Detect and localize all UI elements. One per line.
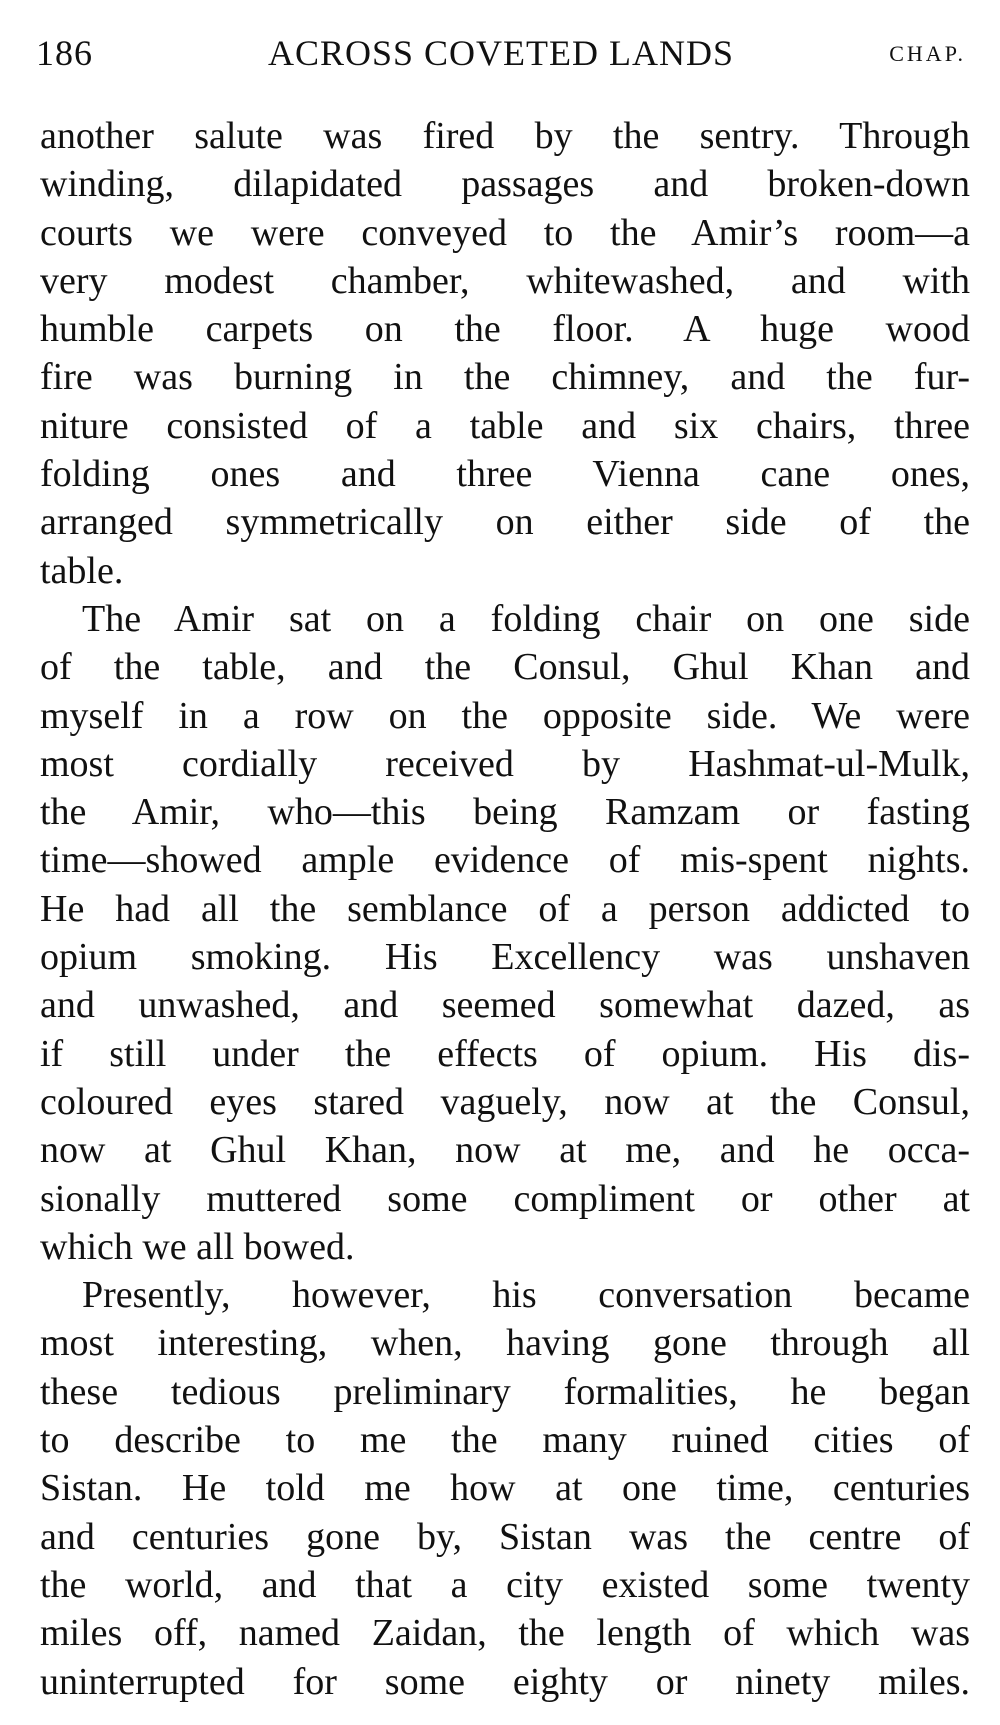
text-line: He had all the semblance of a person addicted to bbox=[40, 887, 970, 930]
text-line: winding, dilapidated passages and broken-down bbox=[40, 163, 970, 206]
paragraph-1 bbox=[40, 112, 970, 595]
book-title: ACROSS COVETED LANDS bbox=[267, 33, 735, 73]
text-line: the world, and that a city existed some twenty bbox=[40, 1563, 970, 1606]
text-line: arranged symmetrically on either side of the bbox=[40, 501, 970, 544]
text-line: Sistan. He told me how at one time, centuries bbox=[40, 1467, 970, 1510]
text-line: most cordially received by Hashmat-ul-Mulk, bbox=[40, 742, 970, 785]
text-line: The Amir sat on a folding chair on one side bbox=[82, 597, 970, 640]
running-head bbox=[36, 28, 966, 78]
paragraph-3 bbox=[40, 1271, 970, 1706]
text-line: myself in a row on the opposite side. We were bbox=[40, 694, 970, 737]
text-line: of the table, and the Consul, Ghul Khan and bbox=[40, 646, 970, 689]
text-line: the Amir, who—this being Ramzam or fasting bbox=[40, 791, 970, 834]
text-line: Presently, however, his conversation became bbox=[82, 1274, 970, 1317]
text-line: and unwashed, and seemed somewhat dazed, as bbox=[40, 984, 970, 1027]
text-line: table. bbox=[40, 549, 124, 592]
text-line: if still under the effects of opium. His dis- bbox=[40, 1032, 970, 1075]
text-line: sionally muttered some compliment or other at bbox=[40, 1177, 970, 1220]
text-line: to describe to me the many ruined cities of bbox=[40, 1419, 970, 1462]
text-line: these tedious preliminary formalities, he began bbox=[40, 1370, 970, 1413]
text-line: now at Ghul Khan, now at me, and he occa- bbox=[40, 1129, 970, 1172]
text-line: most interesting, when, having gone through all bbox=[40, 1322, 970, 1365]
page-number: 186 bbox=[36, 33, 93, 73]
text-line: time—showed ample evidence of mis-spent nights. bbox=[40, 839, 970, 882]
text-line: miles off, named Zaidan, the length of which was bbox=[40, 1612, 970, 1655]
text-line: courts we were conveyed to the Amir’s room—a bbox=[40, 211, 970, 254]
text-line: coloured eyes stared vaguely, now at the Consul, bbox=[40, 1080, 970, 1123]
chapter-mark: CHAP. bbox=[889, 41, 966, 66]
body-text bbox=[40, 112, 970, 1706]
text-line: folding ones and three Vienna cane ones, bbox=[40, 453, 970, 496]
text-line: opium smoking. His Excellency was unshaven bbox=[40, 936, 970, 979]
text-line: humble carpets on the floor. A huge wood bbox=[40, 308, 970, 351]
paragraph-2 bbox=[40, 595, 970, 1271]
text-line: uninterrupted for some eighty or ninety miles. bbox=[40, 1660, 970, 1703]
text-line: another salute was fired by the sentry. Through bbox=[40, 115, 970, 157]
text-line: and centuries gone by, Sistan was the centre of bbox=[40, 1515, 970, 1558]
text-line: fire was burning in the chimney, and the fur- bbox=[40, 356, 970, 399]
text-line: very modest chamber, whitewashed, and with bbox=[40, 259, 970, 302]
text-line: niture consisted of a table and six chairs, three bbox=[40, 404, 970, 447]
text-line: which we all bowed. bbox=[40, 1225, 355, 1268]
